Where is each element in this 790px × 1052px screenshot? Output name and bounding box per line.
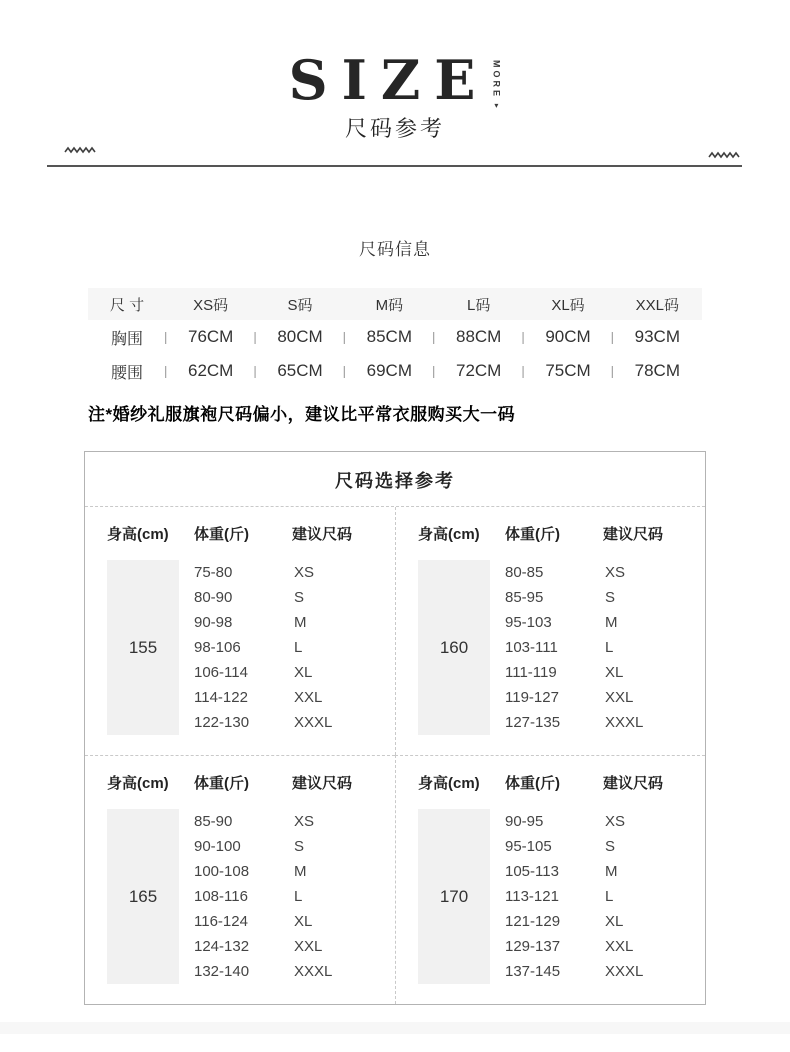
table-row — [194, 610, 332, 635]
suggested-size: XXXL — [605, 963, 644, 980]
weight-size-rows — [505, 560, 643, 735]
table-row — [194, 710, 332, 735]
column-separator: | — [521, 363, 525, 379]
weight-range: 121-129 — [505, 913, 561, 930]
height-value-box — [107, 560, 179, 735]
table-row — [505, 685, 643, 710]
suggested-size: XL — [605, 913, 624, 930]
column-separator: | — [253, 363, 257, 379]
brand-wordmark: SIZE — [288, 48, 490, 112]
suggested-size: S — [294, 589, 305, 606]
weight-range: 98-106 — [194, 639, 241, 656]
size-table-header-row — [88, 288, 702, 320]
table-row-waist — [88, 354, 702, 388]
waist-value: 62CM — [187, 361, 234, 380]
table-row — [505, 635, 643, 660]
brand-more-tag — [491, 60, 501, 110]
waist-value-cell — [342, 361, 434, 381]
weight-range: 105-113 — [505, 863, 559, 880]
table-row — [505, 710, 643, 735]
bust-value: 76CM — [187, 327, 234, 346]
quadrant-header — [396, 523, 705, 544]
suggested-size: XL — [605, 664, 624, 681]
weight-col-label: 体重(斤) — [194, 526, 249, 543]
header-divider — [0, 143, 790, 183]
waist-value: 78CM — [634, 361, 680, 380]
height-value: 160 — [439, 637, 469, 657]
brand-logo — [0, 0, 790, 110]
weight-range: 103-111 — [505, 639, 558, 656]
column-separator: | — [342, 329, 347, 345]
suggested-size: XXL — [605, 689, 634, 706]
table-row — [505, 834, 643, 859]
table-row — [505, 560, 643, 585]
column-separator: | — [342, 363, 347, 379]
weight-range: 122-130 — [194, 714, 250, 731]
table-row — [505, 934, 643, 959]
size-select-grid — [85, 506, 705, 1004]
bust-value-cell — [434, 327, 523, 347]
table-row — [194, 809, 332, 834]
table-row — [194, 959, 332, 984]
waist-value-cell — [166, 361, 255, 381]
bust-value-cell — [253, 327, 347, 347]
col-header-m: M码 — [375, 296, 404, 314]
weight-size-rows — [194, 560, 332, 735]
suggested-size: M — [294, 614, 307, 631]
column-separator: | — [610, 329, 615, 345]
column-separator: | — [432, 363, 436, 379]
suggested-size: XS — [294, 813, 315, 830]
suggested-size: XXL — [605, 938, 634, 955]
table-row — [505, 809, 643, 834]
table-row — [505, 859, 643, 884]
waist-value-cell — [610, 361, 702, 381]
weight-col-label: 体重(斤) — [505, 775, 560, 792]
suggested-size: XL — [294, 913, 313, 930]
col-header-xxl: XXL码 — [635, 296, 679, 314]
height-value: 170 — [439, 886, 469, 906]
weight-size-rows — [505, 809, 643, 984]
quadrant-body — [396, 560, 705, 735]
waist-value-cell — [521, 361, 615, 381]
height-value-box — [418, 809, 490, 984]
quadrant-header — [85, 523, 395, 544]
waist-value: 69CM — [366, 361, 412, 380]
size-info-title: 尺码信息 — [359, 240, 431, 259]
suggested-size: XS — [294, 564, 315, 581]
height-col-label: 身高(cm) — [418, 526, 480, 543]
col-header-xs: XS码 — [193, 296, 229, 314]
size-note: 注*婚纱礼服旗袍尺码偏小，建议比平常衣服购买大一码 — [88, 405, 516, 424]
table-row — [194, 585, 332, 610]
size-col-label: 建议尺码 — [603, 526, 664, 543]
table-row — [505, 959, 643, 984]
size-col-label: 建议尺码 — [603, 775, 664, 792]
size-quadrant-155 — [85, 507, 395, 755]
size-col-label: 建议尺码 — [292, 775, 353, 792]
weight-range: 124-132 — [194, 938, 250, 955]
suggested-size: S — [605, 589, 616, 606]
col-header-xl: XL码 — [551, 296, 585, 314]
weight-range: 90-98 — [194, 614, 233, 631]
suggested-size: S — [294, 838, 305, 855]
weight-range: 75-80 — [194, 564, 233, 581]
col-header-size: 尺 寸 — [109, 296, 145, 314]
bust-value: 80CM — [277, 327, 323, 346]
weight-range: 108-116 — [194, 888, 248, 905]
size-info-table — [88, 288, 702, 388]
weight-range: 95-103 — [505, 614, 552, 631]
suggested-size: S — [605, 838, 616, 855]
height-col-label: 身高(cm) — [107, 526, 169, 543]
table-row — [194, 560, 332, 585]
table-row — [194, 685, 332, 710]
weight-range: 85-90 — [194, 813, 233, 830]
table-row — [194, 934, 332, 959]
quadrant-header — [85, 772, 395, 793]
weight-range: 80-85 — [505, 564, 544, 581]
weight-range: 111-119 — [505, 664, 557, 681]
row-label: 胸围 — [110, 330, 143, 348]
waist-value: 72CM — [455, 361, 502, 380]
size-select-title: 尺码选择参考 — [335, 471, 455, 491]
section-divider-band — [0, 1022, 790, 1034]
table-row-bust — [88, 320, 702, 354]
suggested-size: XXXL — [605, 714, 644, 731]
weight-range: 116-124 — [194, 913, 248, 930]
horizontal-rule — [47, 165, 742, 167]
table-row — [194, 834, 332, 859]
weight-range: 100-108 — [194, 863, 250, 880]
size-quadrant-160 — [395, 507, 705, 755]
table-row — [194, 660, 332, 685]
waist-value-cell — [434, 361, 523, 381]
weight-size-rows — [194, 809, 332, 984]
table-row — [194, 884, 332, 909]
suggested-size: XXXL — [294, 963, 333, 980]
weight-range: 114-122 — [194, 689, 248, 706]
bust-value: 90CM — [545, 327, 591, 346]
table-row — [505, 610, 643, 635]
table-row — [194, 859, 332, 884]
suggested-size: XXL — [294, 938, 323, 955]
table-row — [194, 635, 332, 660]
waist-value-cell — [253, 361, 347, 381]
size-quadrant-165 — [85, 755, 395, 1004]
weight-range: 95-105 — [505, 838, 552, 855]
column-separator: | — [164, 329, 168, 345]
zigzag-decoration-right — [708, 150, 740, 160]
height-col-label: 身高(cm) — [418, 775, 480, 792]
weight-range: 129-137 — [505, 938, 561, 955]
suggested-size: L — [605, 888, 614, 905]
table-row — [505, 909, 643, 934]
suggested-size: XS — [605, 564, 626, 581]
suggested-size: XXL — [294, 689, 323, 706]
column-separator: | — [521, 329, 525, 345]
suggested-size: M — [294, 863, 307, 880]
height-col-label: 身高(cm) — [107, 775, 169, 792]
weight-range: 137-145 — [505, 963, 561, 980]
height-value: 165 — [128, 886, 158, 906]
suggested-size: L — [294, 639, 303, 656]
weight-range: 106-114 — [194, 664, 248, 681]
weight-range: 85-95 — [505, 589, 544, 606]
bust-value: 85CM — [366, 327, 412, 346]
suggested-size: L — [294, 888, 303, 905]
weight-col-label: 体重(斤) — [194, 775, 249, 792]
bust-value-cell — [166, 327, 255, 347]
size-col-label: 建议尺码 — [292, 526, 353, 543]
weight-col-label: 体重(斤) — [505, 526, 560, 543]
weight-range: 80-90 — [194, 589, 233, 606]
waist-value: 75CM — [545, 361, 591, 380]
weight-range: 113-121 — [505, 888, 559, 905]
col-header-s: S码 — [287, 296, 313, 314]
brand-more-label: MORE — [491, 60, 502, 99]
bust-value: 93CM — [634, 327, 680, 346]
height-value: 155 — [128, 637, 158, 657]
suggested-size: XS — [605, 813, 626, 830]
weight-range: 90-100 — [194, 838, 241, 855]
weight-range: 119-127 — [505, 689, 559, 706]
triangle-down-icon: ▾ — [494, 101, 499, 110]
weight-range: 90-95 — [505, 813, 544, 830]
weight-range: 127-135 — [505, 714, 561, 731]
column-separator: | — [253, 329, 257, 345]
bust-value-cell — [610, 327, 702, 347]
quadrant-body — [85, 809, 395, 984]
size-quadrant-170 — [395, 755, 705, 1004]
bust-value-cell — [521, 327, 615, 347]
suggested-size: XXXL — [294, 714, 333, 731]
table-row — [505, 660, 643, 685]
suggested-size: M — [605, 863, 618, 880]
col-header-l: L码 — [466, 296, 491, 314]
height-value-box — [418, 560, 490, 735]
row-label: 腰围 — [110, 364, 143, 382]
bust-value: 88CM — [455, 327, 502, 346]
column-separator: | — [610, 363, 615, 379]
height-value-box — [107, 809, 179, 984]
table-row — [194, 909, 332, 934]
table-row — [505, 884, 643, 909]
table-row — [505, 585, 643, 610]
quadrant-body — [85, 560, 395, 735]
column-separator: | — [432, 329, 436, 345]
suggested-size: L — [605, 639, 614, 656]
size-select-box — [84, 451, 706, 1005]
bust-value-cell — [342, 327, 434, 347]
weight-range: 132-140 — [194, 963, 250, 980]
suggested-size: M — [605, 614, 618, 631]
zigzag-decoration-left — [64, 145, 96, 155]
page-title: 尺码参考 — [344, 116, 445, 141]
waist-value: 65CM — [277, 361, 323, 380]
suggested-size: XL — [294, 664, 313, 681]
column-separator: | — [164, 363, 168, 379]
quadrant-body — [396, 809, 705, 984]
quadrant-header — [396, 772, 705, 793]
